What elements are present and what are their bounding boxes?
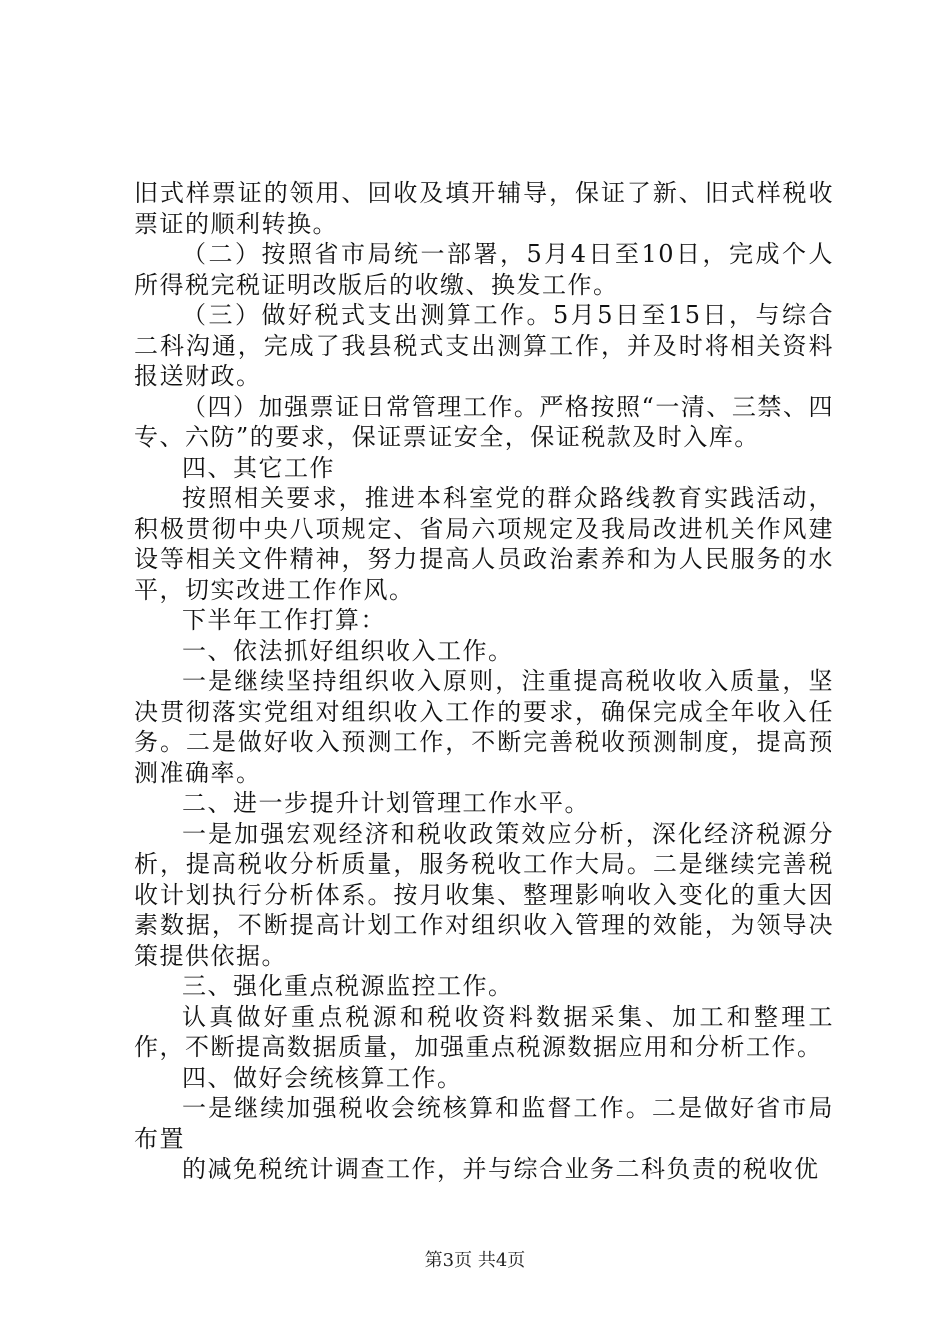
- section-heading: 二、进一步提升计划管理工作水平。: [182, 789, 590, 817]
- paragraph: 旧式样票证的领用、回收及填开辅导，保证了新、旧式样税收票证的顺利转换。: [134, 179, 834, 238]
- paragraph: （三）做好税式支出测算工作。5月5日至15日，与综合二科沟通，完成了我县税式支出测算工作，并及时将相关资料报送财政。: [134, 301, 834, 390]
- paragraph: （二）按照省市局统一部署，5月4日至10日，完成个人所得税完税证明改版后的收缴、换发工作。: [134, 240, 834, 299]
- paragraph: 一是加强宏观经济和税收政策效应分析，深化经济税源分析，提高税收分析质量，服务税收工作大局。二是继续完善税收计划执行分析体系。按月收集、整理影响收入变化的重大因素数据，不断提高计划工作对组织收入管理的效能，为领导决策提供依据。: [134, 819, 834, 970]
- paragraph: （四）加强票证日常管理工作。严格按照“一清、三禁、四专、六防”的要求，保证票证安全，保证税款及时入库。: [134, 392, 834, 451]
- paragraph: 按照相关要求，推进本科室党的群众路线教育实践活动，积极贯彻中央八项规定、省局六项规定及我局改进机关作风建设等相关文件精神，努力提高人员政治素养和为人民服务的水平，切实改进工作作风。: [134, 484, 834, 604]
- section-heading: 四、做好会统核算工作。: [182, 1063, 463, 1092]
- paragraph: 一是继续坚持组织收入原则，注重提高税收收入质量，坚决贯彻落实党组对组织收入工作的要求，确保完成全年收入任务。二是做好收入预测工作，不断完善税收预测制度，提高预测准确率。: [134, 667, 834, 787]
- page-number-footer: 第3页 共4页: [424, 1250, 526, 1271]
- section-heading: 一、依法抓好组织收入工作。: [182, 636, 514, 665]
- section-heading: 三、强化重点税源监控工作。: [182, 972, 514, 1000]
- paragraph: 的减免税统计调查工作，并与综合业务二科负责的税收优: [182, 1155, 820, 1183]
- section-heading: 下半年工作打算：: [182, 606, 386, 634]
- section-heading: 四、其它工作: [182, 453, 335, 482]
- paragraph: 认真做好重点税源和税收资料数据采集、加工和整理工作，不断提高数据质量，加强重点税源数据应用和分析工作。: [134, 1002, 834, 1061]
- paragraph: 一是继续加强税收会统核算和监督工作。二是做好省市局布置: [134, 1094, 834, 1153]
- document-body: [134, 178, 834, 1185]
